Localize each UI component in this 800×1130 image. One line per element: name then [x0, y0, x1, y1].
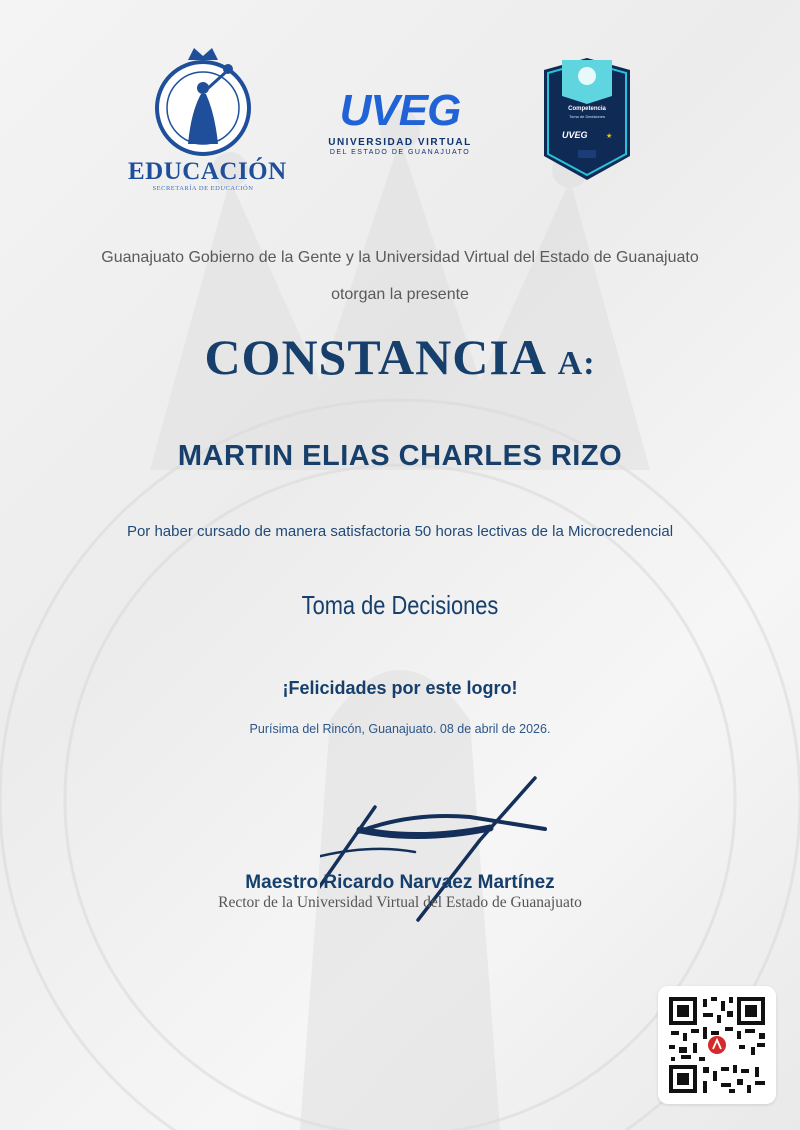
certificate-description: Por haber cursado de manera satisfactoria 50 horas lectivas de la Microcredencial [126, 523, 674, 540]
course-name: Toma de Decisiones [301, 590, 499, 620]
shield-badge-icon [540, 56, 634, 182]
badge-title: Competencia [568, 106, 606, 112]
heading-main: CONSTANCIA [204, 329, 558, 385]
recipient-name: MARTIN ELIAS CHARLES RIZO [177, 440, 623, 472]
uveg-logo [315, 86, 485, 160]
svg-text:UVEG: UVEG [562, 130, 588, 140]
certificate-heading [0, 328, 800, 386]
intro-line-2: otorgan la presente [331, 286, 469, 303]
qr-code[interactable] [658, 986, 776, 1104]
intro-line-1: Guanajuato Gobierno de la Gente y la Universidad Virtual del Estado de Guanajuato [101, 249, 699, 266]
uveg-logo-line2: DEL ESTADO DE GUANAJUATO [329, 149, 471, 156]
svg-text:★: ★ [606, 132, 613, 140]
place-date: Purísima del Rincón, Guanajuato. 08 de abril de 2026. [249, 722, 551, 736]
congratulations-text: ¡Felicidades por este logro! [282, 678, 518, 698]
educacion-logo-text: EDUCACIÓN [128, 158, 287, 185]
educacion-logo [128, 42, 287, 192]
signatory-title: Rector de la Universidad Virtual del Estado de Guanajuato [218, 894, 582, 911]
competencia-badge [540, 56, 634, 182]
uveg-wordmark: UVEG [339, 86, 461, 135]
uveg-logo-line1: UNIVERSIDAD VIRTUAL [328, 137, 472, 148]
educacion-logo-subtitle: SECRETARÍA DE EDUCACIÓN [152, 185, 254, 192]
signatory-name: Maestro Ricardo Narvaez Martínez [245, 872, 555, 893]
heading-small: A: [557, 345, 596, 382]
badge-subtitle: Toma de Decisiones [568, 114, 606, 119]
qr-code-icon [669, 997, 765, 1093]
